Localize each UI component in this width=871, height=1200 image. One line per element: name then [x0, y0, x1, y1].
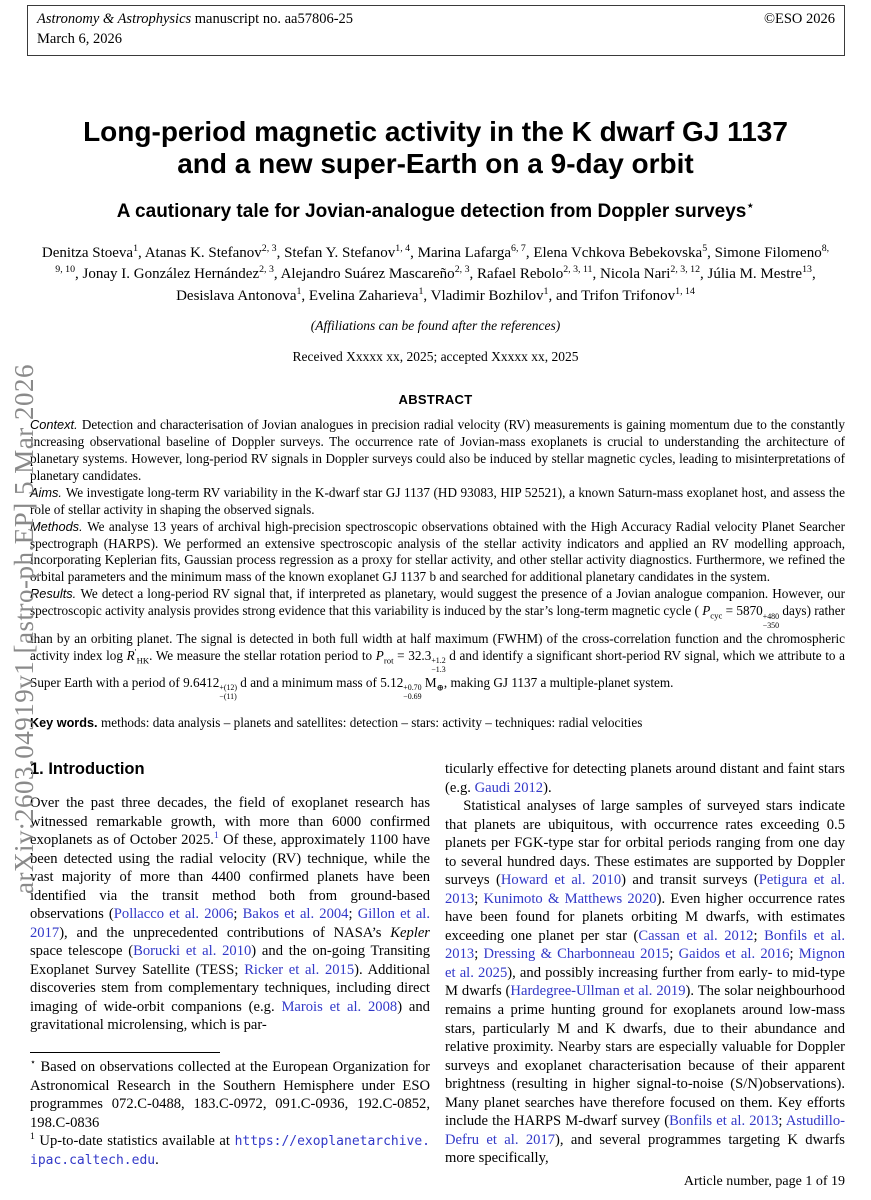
subscript: cyc [710, 610, 723, 621]
two-column-body [30, 760, 845, 1169]
abstract-heading: ABSTRACT [398, 391, 473, 407]
uncertainty-scripts: +1.2 −1.3 [431, 656, 446, 674]
abstract-results: Results. We detect a long-period RV signal that, if interpreted as planetary, would suggest the presence of a Jovian analogue companion. However, our spectroscopic activity analysis provides strong evidence that this variability is induced by the star’s long-term magnetic cycle ( $P_{cyc} = 5870$ +480 −350 days) rather than by an orbiting planet. The signal is detected in both full width at half maximum (FWHM) of the cross-correlation function and the chromospheric activity index $\log R'_{HK}$. We measure the stellar rotation period to $P_{rot} = 32.3$ +1.2 −1.3 d and identify a significant short-period RV signal, which we attribute to a Super Earth with a period of 9.6412 +(12) −(11) d and a minimum mass of 5.12 +0.70 −0.69 $M_\oplus$, making GJ 1137 a multiple-planet system. [30, 586, 846, 702]
citation-link[interactable]: Petigura et al. 2013 [445, 872, 845, 907]
received-accepted-line: Received Xxxxx xx, 2025; accepted Xxxxx xx, 2025 [292, 348, 579, 364]
italic-text: P [375, 647, 384, 663]
citation-link[interactable]: Howard et al. 2010 [500, 872, 622, 889]
citation-link[interactable]: Borucki et al. 2010 [133, 943, 252, 960]
bold-label: Key words. [30, 716, 102, 731]
citation-link[interactable]: Cassan et al. 2012 [638, 927, 754, 944]
italic-text: Astronomy [37, 11, 100, 27]
superscript: 2, 3, 11 [563, 264, 593, 276]
italic-text: P [702, 603, 711, 619]
superscript: 2, 3, 12 [670, 264, 701, 276]
citation-link[interactable]: Kunimoto & Matthews 2020 [483, 890, 657, 907]
superscript: ⋆ [746, 198, 755, 213]
article-number-footer: Article number, page 1 of 19 [683, 1174, 845, 1189]
lead-in-label: Aims. [30, 484, 66, 500]
url-link[interactable]: https://exoplanetarchive.ipac.caltech.edu [30, 1134, 430, 1168]
superscript: 1 [133, 242, 139, 254]
italic-text: Astrophysics [117, 11, 192, 27]
footnote-ref-link[interactable]: 1 [213, 830, 219, 842]
superscript: ⋆ [30, 1057, 37, 1069]
abstract-body [30, 417, 845, 702]
superscript: 1, 4 [395, 242, 411, 254]
citation-link[interactable]: Gaidos et al. 2016 [678, 946, 790, 963]
left-column [30, 760, 430, 1169]
superscript: 1, 14 [675, 285, 695, 297]
superscript: 8, 9, 10 [55, 242, 830, 276]
lead-in-label: Methods. [30, 518, 88, 534]
keywords-line: Key words. methods: data analysis – planets and satellites: detection – stars: activity – techniques: radial velocities [30, 715, 643, 731]
manuscript-date: March 6, 2026 [37, 30, 122, 47]
manuscript-journal-line: Astronomy & Astrophysics manuscript no. aa57806-25 [37, 11, 354, 27]
arxiv-identifier-sidebar: arXiv:2603.04919v1 [astro-ph.EP] 5 Mar 2026 [9, 364, 39, 894]
italic-text: Kepler [390, 924, 430, 941]
superscript: 2, 3 [261, 242, 277, 254]
intro-paragraph-2: ticularly effective for detecting planets around distant and faint stars (e.g. Gaudi 2012). [445, 761, 845, 796]
footnote-1: $^1$ Up-to-date statistics available at https://exoplanetarchive.ipac.caltech.edu. [30, 1131, 430, 1168]
section-heading-introduction: 1. Introduction [30, 760, 145, 779]
right-column [445, 760, 845, 1169]
lead-in-label: Context. [30, 416, 82, 432]
italic-text: R [126, 647, 135, 663]
subscript: rot [383, 655, 394, 666]
footnote-rule [30, 1052, 220, 1053]
superscript: 13 [802, 264, 812, 276]
uncertainty-scripts: +480 −350 [762, 611, 780, 630]
footnote-block [30, 1052, 430, 1169]
citation-link[interactable]: Gaudi 2012 [474, 779, 544, 796]
manuscript-header-box [27, 5, 845, 56]
citation-link[interactable]: Marois et al. 2008 [281, 998, 398, 1015]
author-list: Denitza Stoeva$^1$, Atanas K. Stefanov$^{2, 3}$, Stefan Y. Stefanov$^{1, 4}$, Marina Lafarga$^{6, 7}$, Elena Vchkova Bebekovska$^5$, Simone Filomeno$^{8, 9, 10}$, Jonay I. González Hernández$^{2, 3}$, Alejandro Suárez Mascareño$^{2, 3}$, Rafael Rebolo$^{2, 3, 11}$, Nicola Nari$^{2, 3, 12}$, Júlia M. Mestre$^{13}$, Desislava Antonova$^1$, Evelina Zaharieva$^1$, Vladimir Bozhilov$^1$, and Trifon Trifonov$^{1, 14}$ [41, 242, 830, 304]
lead-in-label: Results. [30, 586, 81, 602]
superscript: 1 [296, 285, 302, 297]
paper-title: Long-period magnetic activity in the K dwarf GJ 1137 and a new super-Earth on a 9-day orbit [83, 116, 788, 180]
citation-link[interactable]: Ricker et al. 2015 [244, 961, 355, 978]
uncertainty-scripts: +0.70 −0.69 [403, 683, 422, 702]
superscript: 1 [418, 285, 424, 297]
citation-link[interactable]: Hardegree-Ullman et al. 2019 [510, 983, 686, 1000]
citation-link[interactable]: Pollacco et al. 2006 [113, 906, 234, 923]
footnote-star: ⋆ Based on observations collected at the European Organization for Astronomical Research in the Southern Hemisphere under ESO programmes 072.C-0488, 183.C-0972, 091.C-0936, 192.C-0852, 198.C-0836 [30, 1057, 430, 1131]
affiliations-note: (Affiliations can be found after the references) [310, 317, 561, 333]
superscript: 5 [702, 242, 708, 254]
superscript: 1 [30, 1131, 35, 1143]
uncertainty-scripts: +(12) −(11) [219, 683, 237, 702]
superscript: 2, 3 [454, 264, 470, 276]
citation-link[interactable]: Dressing & Charbonneau 2015 [483, 946, 670, 963]
superscript: 2, 3 [259, 264, 274, 276]
intro-paragraph-1: Over the past three decades, the field of exoplanet research has witnessed remarkable growth, with more than 6000 confirmed exoplanets as of October 2025.$^1$ Of these, approximately 1100 have been detected using the radial velocity (RV) technique, while the vast majority of more than 4400 confirmed planets have been identified via the transit method both from ground-based observations (Pollacco et al. 2006; Bakos et al. 2004; Gillon et al. 2017), and the unprecedented contributions of NASA’s Kepler space telescope (Borucki et al. 2010) and the on-going Transiting Exoplanet Survey Satellite (TESS; Ricker et al. 2015). Additional discoveries stem from complementary techniques, including direct imaging of wide-orbit companions (e.g. Marois et al. 2008) and gravitational microlensing, which is par- [30, 795, 431, 1034]
paper-subtitle: A cautionary tale for Jovian-analogue detection from Doppler surveys⋆ [116, 198, 755, 222]
superscript: 1 [543, 285, 549, 297]
citation-link[interactable]: Gillon et al. 2017 [30, 906, 431, 941]
superscript: 6, 7 [511, 242, 526, 254]
superscript: ′ [134, 646, 137, 657]
intro-paragraph-3: Statistical analyses of large samples of surveyed stars indicate that planets are ubiquitous, with occurrence rates exceeding 0.5 planets per FGK-type star for orbital periods ranging from one day to several hundred days. These estimates are supported by Doppler surveys (Howard et al. 2010) and transit surveys (Petigura et al. 2013; Kunimoto & Matthews 2020). Even higher occurrence rates have been found for planets orbiting M dwarfs, with estimates exceeding one planet per star (Cassan et al. 2012; Bonfils et al. 2013; Dressing & Charbonneau 2015; Gaidos et al. 2016; Mignon et al. 2025), and possibly increasing further from early- to mid-type M dwarfs (Hardegree-Ullman et al. 2019). The solar neighbourhood remains a prime hunting ground for exoplanets around low-mass stars, particularly M and K dwarfs, due to their abundance and relative proximity. Nearby stars are especially valuable for Doppler surveys and exoplanet characterisation because of their apparent brightness (resulting in higher signal-to-noise (S/N)observations). Many planet searches have therefore focused on them. Key efforts include the HARPS M-dwarf survey (Bonfils et al. 2013; Astudillo-Defru et al. 2017), and several programmes targeting K dwarfs more specifically, [445, 798, 846, 1167]
abstract-aims: Aims. We investigate long-term RV variability in the K-dwarf star GJ 1137 (HD 93083, HIP 52521), a known Saturn-mass exoplanet host, and assess the role of stellar activity in shaping the observed signals. [30, 484, 845, 517]
citation-link[interactable]: Mignon et al. 2025 [445, 946, 846, 981]
copyright-notice: ©ESO 2026 [763, 11, 835, 27]
citation-link[interactable]: Bonfils et al. 2013 [445, 927, 845, 963]
citation-link[interactable]: Bonfils et al. 2013 [669, 1113, 779, 1130]
manuscript-info [37, 10, 353, 49]
subscript: ⊕ [436, 682, 444, 693]
citation-link[interactable]: Bakos et al. 2004 [242, 906, 349, 923]
citation-link[interactable]: Astudillo-Defru et al. 2017 [445, 1113, 845, 1148]
italic-text: & [99, 11, 118, 27]
abstract-context: Context. Detection and characterisation of Jovian analogues in precision radial velocity (RV) measurements is gaining momentum due to the constantly increasing observational baseline of Doppler surveys. The occurrence rate of Jovian-mass exoplanets is crucial to understanding the architecture of planetary systems. However, long-period RV signals in Doppler surveys could also be induced by stellar magnetic cycles, leading to misinterpretations of planetary candidates. [30, 416, 845, 483]
subscript: HK [136, 655, 150, 666]
abstract-methods: Methods. We analyse 13 years of archival high-precision spectroscopic observations obtained with the High Accuracy Radial velocity Planet Searcher spectrograph (HARPS). We performed an extensive spectroscopic analysis of the stellar activity indicators and applied an RV modelling approach, incorporating Keplerian fits, Gaussian process regression as a proxy for stellar activity, and other stellar activity diagnostics. Furthermore, we refined the orbital parameters and the minimum mass of the known exoplanet GJ 1137 b and searched for additional planetary candidates in the system. [30, 518, 845, 585]
